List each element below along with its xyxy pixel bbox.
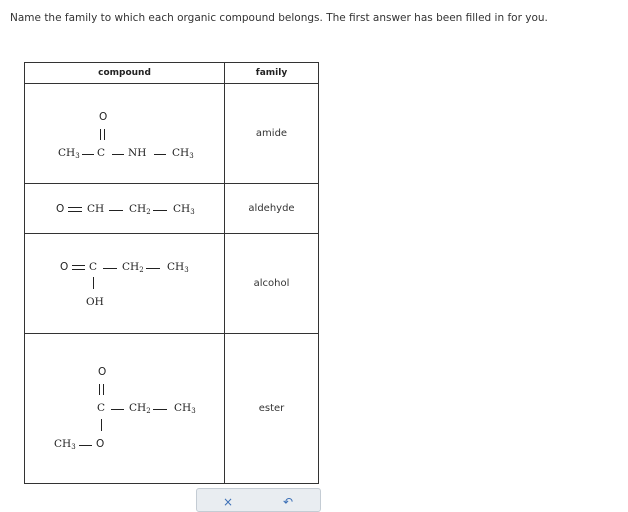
compound-structure-1 [25, 84, 225, 184]
compound-family-table [24, 62, 319, 484]
methyl-label: $CH_3$ [167, 261, 189, 274]
clear-button[interactable]: × [223, 495, 234, 509]
methylene-label: $CH_2$ [122, 261, 144, 274]
hydroxyl-label: OH [86, 296, 104, 308]
nh-label: NH [128, 147, 147, 159]
oxygen-label: O [96, 438, 105, 450]
methylene-label: $CH_2$ [129, 203, 151, 216]
compound-structure-4 [25, 334, 225, 484]
methyl-label: $CH_3$ [173, 203, 195, 216]
ch-label: CH [87, 203, 105, 215]
family-answer-4: ester [225, 334, 319, 484]
instructions-text: Name the family to which each organic compound belongs. The first answer has been filled in for you. [10, 12, 548, 24]
methyl-label: $CH_3$ [58, 147, 80, 160]
oxygen-label: O [56, 203, 65, 215]
compound-structure-2 [25, 184, 225, 234]
oxygen-label: O [99, 111, 108, 123]
answer-toolbar [196, 488, 321, 512]
methyl-label: $CH_3$ [54, 438, 76, 451]
oxygen-label: O [60, 261, 69, 273]
undo-button[interactable]: ↶ [283, 495, 294, 509]
oxygen-label: O [98, 366, 107, 378]
family-answer-2: aldehyde [225, 184, 319, 234]
carbon-label: C [97, 147, 106, 159]
methylene-label: $CH_2$ [129, 402, 151, 415]
methyl-label: $CH_3$ [172, 147, 194, 160]
header-compound: compound [25, 63, 225, 84]
family-answer-1: amide [225, 84, 319, 184]
family-answer-3: alcohol [225, 234, 319, 334]
carbon-label: C [89, 261, 98, 273]
compound-structure-3 [25, 234, 225, 334]
methyl-label: $CH_3$ [174, 402, 196, 415]
carbon-label: C [97, 402, 106, 414]
header-family: family [225, 63, 319, 84]
